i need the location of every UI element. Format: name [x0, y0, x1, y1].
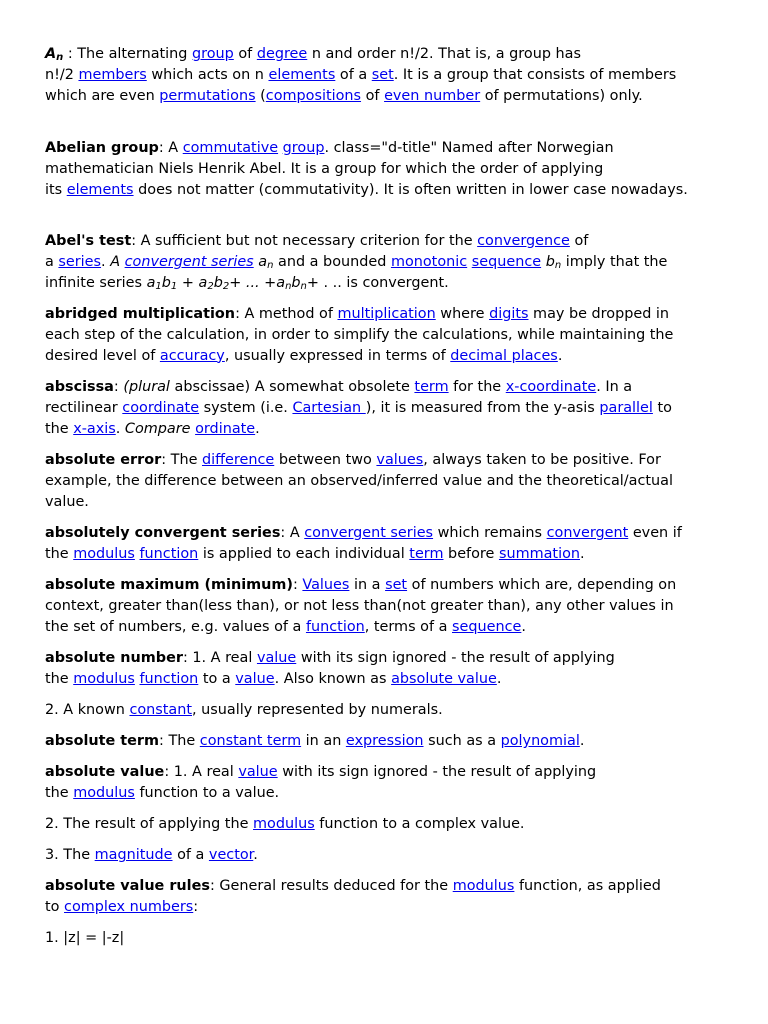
term-heading: Abelian group — [45, 140, 159, 156]
entry-absolute-maximum-minimum — [45, 575, 735, 637]
term-heading: abridged multiplication — [45, 306, 236, 322]
entry-absolute-value-def-3 — [45, 845, 735, 866]
text-segment: 3. The — [45, 847, 95, 863]
glossary-link[interactable]: multiplication — [337, 306, 436, 322]
term-heading: absolutely convergent series — [45, 525, 281, 541]
text-segment: A — [110, 253, 125, 270]
text-line — [45, 231, 735, 252]
glossary-link[interactable]: convergence — [477, 233, 570, 249]
text-line — [45, 450, 735, 471]
text-segment: abscissae) A somewhat obsolete — [169, 379, 415, 395]
text-line — [45, 596, 735, 617]
glossary-link[interactable]: set — [371, 66, 394, 83]
text-segment: system (i.e. — [199, 399, 293, 416]
text-segment: 1. |z| = |-z| — [45, 930, 125, 946]
glossary-link[interactable]: function — [139, 545, 199, 562]
text-segment: the set of numbers, e.g. values of a — [45, 618, 306, 635]
text-line — [45, 419, 735, 440]
glossary-link[interactable]: term — [414, 379, 449, 395]
glossary-link[interactable]: elements — [268, 66, 336, 83]
text-segment: (plural — [123, 379, 170, 395]
glossary-link[interactable]: series — [58, 253, 102, 270]
text-line — [45, 471, 735, 492]
text-segment: a — [146, 274, 156, 291]
glossary-link[interactable]: modulus — [253, 816, 315, 832]
entry-abscissa — [45, 377, 735, 439]
text-segment: . — [253, 847, 258, 863]
text-line — [45, 845, 735, 866]
text-segment: which remains — [433, 525, 547, 541]
entry-abridged-multiplication — [45, 304, 735, 366]
text-segment: before — [443, 545, 499, 562]
text-segment: , terms of a — [364, 618, 452, 635]
glossary-link[interactable]: value — [238, 764, 278, 780]
text-segment: . — [521, 618, 526, 635]
glossary-link[interactable]: Cartesian — [292, 399, 366, 416]
text-line — [45, 897, 735, 918]
text-line — [45, 65, 735, 86]
text-segment: . — [580, 545, 585, 562]
text-line — [45, 492, 735, 513]
glossary-link[interactable]: expression — [345, 733, 424, 749]
text-segment: for the — [448, 379, 506, 395]
text-line — [45, 325, 735, 346]
glossary-link[interactable]: summation — [498, 545, 580, 562]
text-segment: : — [113, 379, 124, 395]
text-segment: 1 — [155, 280, 162, 292]
glossary-link[interactable]: convergent series — [124, 253, 254, 270]
text-segment: : The — [159, 733, 200, 749]
text-segment: 2 — [222, 280, 230, 292]
entry-absolute-number — [45, 648, 735, 690]
text-segment: of — [233, 46, 257, 62]
text-line — [45, 762, 735, 783]
text-segment: to — [45, 898, 65, 915]
glossary-link[interactable]: permutations — [159, 87, 256, 104]
text-segment: the — [45, 545, 74, 562]
text-segment: of numbers which are, depending on — [407, 577, 677, 593]
text-segment: of — [361, 87, 385, 104]
text-segment: 2. A known — [45, 702, 130, 718]
text-segment: b — [291, 274, 301, 291]
glossary-link[interactable]: x-coordinate — [505, 379, 597, 395]
text-segment: , always taken to be positive. For — [423, 452, 661, 468]
glossary-link[interactable]: function — [305, 618, 365, 635]
entry-absolute-value-rules — [45, 876, 735, 918]
text-segment: 2 — [207, 280, 214, 292]
text-segment: between two — [274, 452, 377, 468]
text-line — [45, 138, 735, 159]
glossary-link[interactable]: decimal places — [450, 347, 558, 364]
text-line — [45, 304, 735, 325]
text-segment: ( — [255, 87, 266, 104]
glossary-link[interactable]: elements — [66, 181, 134, 198]
text-segment: context, greater than(less than), or not less than(not greater than), any other values in — [45, 597, 674, 614]
text-segment: . — [557, 347, 563, 364]
entry-absolute-value-def-2 — [45, 814, 735, 835]
text-segment: b — [545, 253, 555, 270]
text-line — [45, 346, 735, 367]
text-segment: such as a — [423, 733, 501, 749]
text-segment: even if — [628, 525, 682, 541]
term-heading: absolute maximum (minimum) — [45, 577, 293, 593]
term-heading: absolute value rules — [45, 878, 210, 894]
text-line — [45, 377, 735, 398]
glossary-link[interactable]: modulus — [452, 878, 515, 894]
glossary-link[interactable]: polynomial — [500, 733, 580, 749]
glossary-link[interactable]: difference — [202, 452, 275, 468]
glossary-link[interactable]: parallel — [599, 399, 653, 416]
text-segment: function to a complex value. — [314, 816, 525, 832]
text-segment: n — [267, 259, 274, 271]
text-segment: to a — [198, 670, 236, 687]
text-segment: function, as applied — [514, 878, 661, 894]
text-segment: of permutations) only. — [480, 87, 643, 104]
text-segment: + ... + — [229, 274, 277, 291]
text-segment: , usually represented by numerals. — [192, 702, 443, 718]
text-segment: a — [276, 274, 286, 291]
text-segment: . — [115, 420, 125, 437]
glossary-link[interactable]: absolute value — [391, 670, 497, 687]
entry-absolute-value-rule-1 — [45, 928, 735, 949]
text-segment: which acts on n — [146, 66, 269, 83]
term-heading: absolute error — [45, 452, 162, 468]
glossary-link[interactable]: set — [385, 577, 408, 593]
glossary-link[interactable]: constant term — [199, 733, 302, 749]
text-line — [45, 648, 735, 669]
term-heading: abscissa — [45, 379, 114, 395]
text-segment: . class="d-title" Named after Norwegian — [324, 140, 614, 156]
text-segment: example, the difference between an observed/inferred value and the theoretical/actual — [45, 472, 673, 489]
glossary-link[interactable]: modulus — [73, 670, 135, 687]
text-segment: : A — [158, 140, 183, 156]
text-segment: 1 — [170, 280, 178, 292]
text-line — [45, 669, 735, 690]
text-line — [45, 273, 735, 294]
text-segment: n — [56, 52, 64, 63]
glossary-link[interactable]: function — [139, 670, 199, 687]
glossary-link[interactable]: members — [78, 66, 147, 83]
text-line — [45, 180, 735, 201]
text-segment: : A method of — [235, 306, 338, 322]
text-segment: n and order n!/2. That is, a group has — [307, 46, 581, 62]
text-line — [45, 876, 735, 897]
text-line — [45, 783, 735, 804]
text-segment: with its sign ignored - the result of applying — [296, 650, 615, 666]
text-segment: . In a — [596, 379, 633, 395]
text-segment: : — [193, 898, 199, 915]
text-segment: : — [292, 577, 303, 593]
text-line — [45, 544, 735, 565]
term-heading: absolute term — [45, 733, 160, 749]
text-segment: mathematician Niels Henrik Abel. It is a group for which the order of applying — [45, 160, 604, 177]
text-segment: a — [258, 253, 268, 270]
glossary-link[interactable]: constant — [129, 702, 193, 718]
text-segment: may be dropped in — [528, 306, 670, 322]
glossary-link[interactable]: convergent — [546, 525, 629, 541]
glossary-link[interactable]: group — [192, 46, 234, 62]
text-segment: function to a value. — [134, 784, 280, 801]
text-segment: in a — [349, 577, 386, 593]
text-segment: , usually expressed in terms of — [224, 347, 451, 364]
glossary-link[interactable]: Values — [302, 577, 350, 593]
entry-abels-test — [45, 231, 735, 293]
text-segment: of a — [172, 847, 209, 863]
text-segment: in an — [301, 733, 346, 749]
entry-absolute-error — [45, 450, 735, 512]
text-line — [45, 86, 735, 107]
glossary-link[interactable]: vector — [208, 847, 254, 863]
text-segment: the — [45, 420, 74, 437]
text-line — [45, 928, 735, 949]
text-segment: . — [255, 420, 260, 437]
text-segment: a — [45, 253, 59, 270]
glossary-link[interactable]: term — [409, 545, 444, 562]
text-segment: 2. The result of applying the — [45, 816, 253, 832]
term-heading: absolute number — [45, 650, 183, 666]
text-line — [45, 814, 735, 835]
glossary-link[interactable]: value — [256, 650, 297, 666]
glossary-link[interactable]: group — [282, 140, 325, 156]
text-segment: value. — [45, 493, 89, 510]
glossary-link[interactable]: modulus — [73, 545, 135, 562]
text-line — [45, 617, 735, 638]
text-segment: : 1. A real — [164, 764, 239, 780]
glossary-link[interactable]: digits — [489, 306, 529, 322]
text-segment: : The alternating — [63, 46, 192, 62]
text-segment: imply that the — [561, 253, 668, 270]
text-segment: and a bounded — [273, 253, 391, 270]
text-segment: desired level of — [45, 347, 160, 364]
glossary-link[interactable]: value — [235, 670, 275, 687]
glossary-link[interactable]: ordinate — [195, 420, 256, 437]
text-segment: each step of the calculation, in order to simplify the calculations, while maintaining the — [45, 326, 674, 343]
glossary-link[interactable]: sequence — [471, 253, 542, 270]
glossary-link[interactable]: compositions — [265, 87, 362, 104]
entry-abelian-group — [45, 138, 735, 200]
text-line — [45, 575, 735, 596]
text-line — [45, 523, 735, 544]
text-line — [45, 44, 735, 65]
text-segment: its — [45, 181, 67, 198]
glossary-link[interactable]: complex numbers — [64, 898, 194, 915]
entry-absolute-term — [45, 731, 735, 752]
text-segment: n — [554, 259, 562, 271]
text-segment: n!/2 — [45, 66, 79, 83]
text-segment: the — [45, 784, 74, 801]
text-segment: : A — [280, 525, 305, 541]
text-segment: to — [652, 399, 672, 416]
entry-alternating-group — [45, 44, 735, 106]
glossary-link[interactable]: magnitude — [94, 847, 173, 863]
term-heading: Abel's test — [45, 233, 132, 249]
text-segment: . — [101, 253, 111, 270]
entry-absolute-value — [45, 762, 735, 804]
text-segment: : The — [161, 452, 202, 468]
entry-absolute-number-def-2 — [45, 700, 735, 721]
text-segment: : A sufficient but not necessary criterion for the — [131, 233, 478, 249]
term-heading: absolute value — [45, 764, 165, 780]
text-segment: Compare — [124, 420, 191, 437]
text-line — [45, 398, 735, 419]
text-segment: of — [569, 233, 589, 249]
glossary-link[interactable]: accuracy — [159, 347, 225, 364]
text-segment: . It is a group that consists of members — [393, 66, 677, 83]
text-segment: + — [177, 274, 199, 291]
text-segment: infinite series — [45, 274, 147, 291]
text-line — [45, 700, 735, 721]
glossary-link[interactable]: sequence — [452, 618, 522, 635]
text-segment: which are even — [45, 87, 160, 104]
text-segment: is applied to each individual — [198, 545, 410, 562]
text-segment: with its sign ignored - the result of applying — [277, 764, 597, 780]
text-segment: rectilinear — [45, 399, 123, 416]
text-segment: . — [496, 670, 502, 687]
text-segment: . — [579, 733, 585, 749]
glossary-link[interactable]: convergent series — [304, 525, 434, 541]
text-segment: n — [300, 280, 307, 292]
glossary-link[interactable]: monotonic — [390, 253, 468, 270]
text-line — [45, 731, 735, 752]
text-segment: : 1. A real — [182, 650, 257, 666]
text-segment: ), it is measured from the y-asis — [365, 399, 600, 416]
text-segment: A — [45, 46, 57, 62]
text-segment: b — [161, 274, 171, 291]
text-segment: does not matter (commutativity). It is often written in lower case nowadays. — [133, 181, 688, 198]
glossary-link[interactable]: x-axis — [73, 420, 116, 437]
text-segment: of a — [335, 66, 372, 83]
glossary-link[interactable]: modulus — [73, 784, 135, 801]
glossary-link[interactable]: coordinate — [122, 399, 200, 416]
text-line — [45, 159, 735, 180]
text-segment: a — [198, 274, 208, 291]
entry-absolutely-convergent-series — [45, 523, 735, 565]
glossary-link[interactable]: values — [376, 452, 424, 468]
text-segment: n — [285, 280, 292, 292]
text-segment: . Also known as — [274, 670, 392, 687]
text-segment: + . .. is convergent. — [306, 274, 449, 291]
text-segment: where — [435, 306, 490, 322]
glossary-link[interactable]: degree — [256, 46, 308, 62]
text-line — [45, 252, 735, 273]
text-segment: the — [45, 670, 74, 687]
glossary-link[interactable]: commutative — [182, 140, 279, 156]
glossary-link[interactable]: even number — [384, 87, 481, 104]
text-segment: : General results deduced for the — [209, 878, 453, 894]
text-segment: b — [213, 274, 223, 291]
